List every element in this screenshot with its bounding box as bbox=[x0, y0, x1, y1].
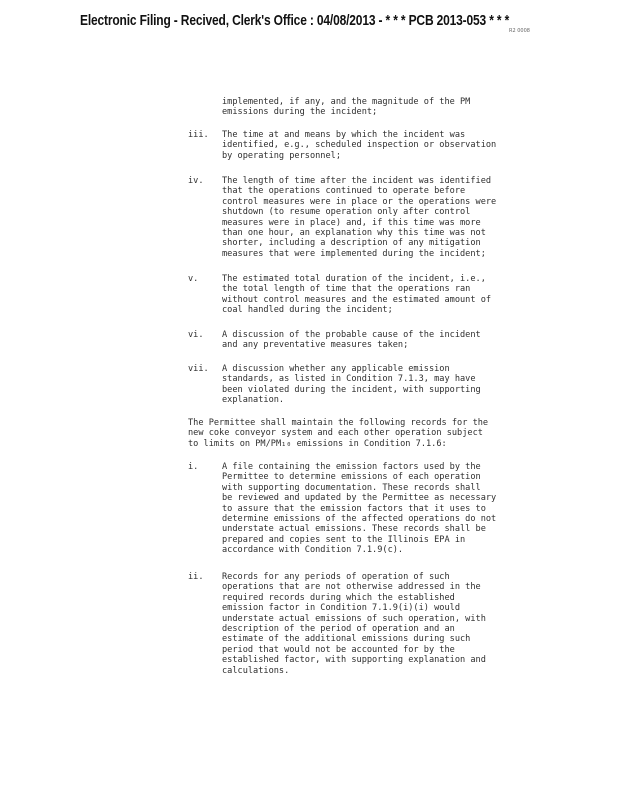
item-numeral-vii: vii. bbox=[188, 364, 209, 374]
item-numeral-ii: ii. bbox=[188, 572, 204, 582]
continuation-paragraph: implemented, if any, and the magnitude of the PM emissions during the incident; bbox=[222, 97, 471, 118]
item-text-vii: A discussion whether any applicable emission standards, as listed in Condition 7.1.3, may have been violated during the incident, with supporting explanation. bbox=[222, 364, 481, 406]
item-text-ii: Records for any periods of operation of such operations that are not otherwise addressed in the required records during which the established emission factor in Condition 7.1.9(i)(i) would understate actual emissions of such operation, with description of the period of operation and an estimate of the additional emissions during such period that would not be accounted for by the established factor, with supporting explanation and calculations. bbox=[222, 572, 486, 676]
item-text-vi: A discussion of the probable cause of the incident and any preventative measures taken; bbox=[222, 330, 481, 351]
item-text-v: The estimated total duration of the incident, i.e., the total length of time that the operations ran without control measures and the estimated amount of coal handled during the incident; bbox=[222, 274, 492, 316]
item-numeral-v: v. bbox=[188, 274, 199, 284]
item-text-iii: The time at and means by which the incident was identified, e.g., scheduled inspection or observation by operating personnel; bbox=[222, 130, 497, 161]
item-numeral-vi: vi. bbox=[188, 330, 204, 340]
records-paragraph: The Permittee shall maintain the following records for the new coke conveyor system and each other operation subject to limits on PM/PM₁₀ emissions in Condition 7.1.6: bbox=[188, 418, 489, 449]
item-numeral-iii: iii. bbox=[188, 130, 209, 140]
item-text-i: A file containing the emission factors used by the Permittee to determine emissions of each operation with supporting documentation. These records shall be reviewed and updated by the Permittee as necessary to assure that the emission factors that it uses to determine emissions of the affected operations do not understate actual emissions. These records shall be prepared and copies sent to the Illinois EPA in accordance with Condition 7.1.9(c). bbox=[222, 462, 497, 556]
page-stamp: R2 0008 bbox=[509, 28, 530, 34]
item-numeral-i: i. bbox=[188, 462, 199, 472]
electronic-filing-header: Electronic Filing - Recived, Clerk's Office : 04/08/2013 - * * * PCB 2013-053 * * * bbox=[80, 12, 510, 29]
item-text-iv: The length of time after the incident was identified that the operations continued to operate before control measures were in place or the operations were shutdown (to resume operation only after control measures were in place) and, if this time was more than one hour, an explanation why this time was not shorter, including a description of any mitigation measures that were implemented during the incident; bbox=[222, 176, 497, 259]
item-numeral-iv: iv. bbox=[188, 176, 204, 186]
